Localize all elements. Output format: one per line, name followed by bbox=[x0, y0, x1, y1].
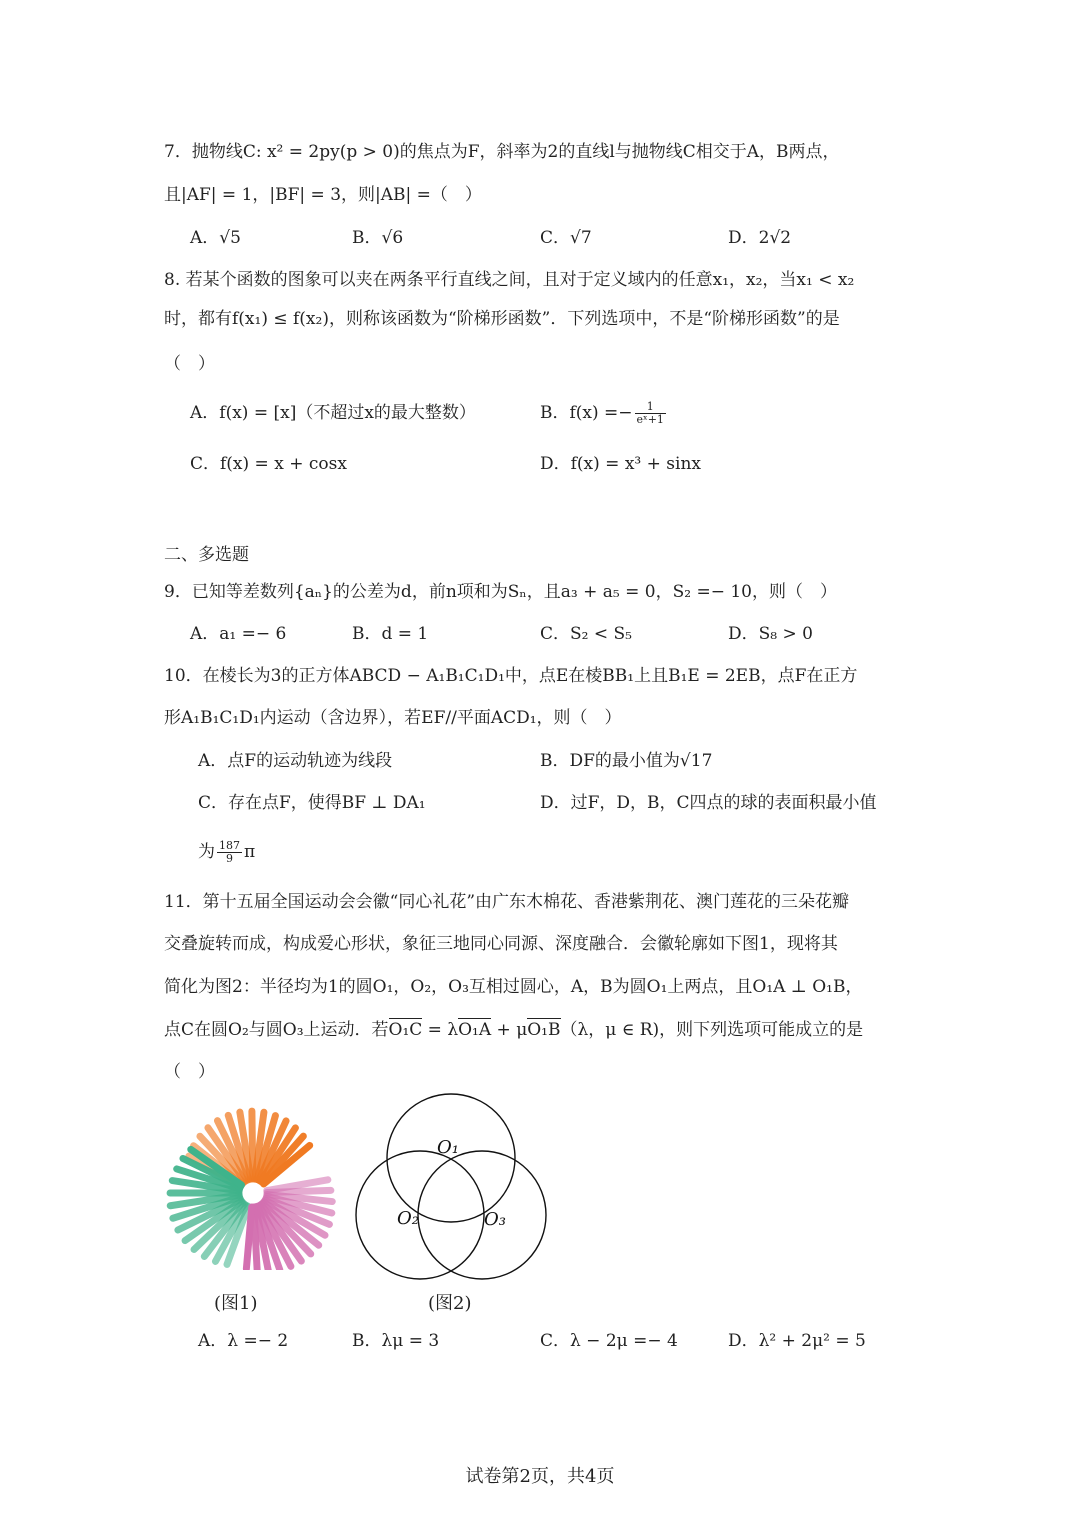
label-o2: O₂ bbox=[397, 1208, 419, 1229]
q10-option-a: A．点F的运动轨迹为线段 bbox=[198, 751, 393, 771]
q11-stem-line2: 交叠旋转而成，构成爱心形状，象征三地同心同源、深度融合．会徽轮廓如下图1，现将其 bbox=[164, 934, 838, 954]
q11-option-a: A．λ =− 2 bbox=[198, 1331, 289, 1351]
q11-line4-prefix: 点C在圆O₂与圆O₃上运动．若 bbox=[164, 1020, 389, 1040]
q8-option-d: D．f(x) = x³ + sinx bbox=[540, 454, 701, 474]
q7-option-a: A．√5 bbox=[190, 228, 241, 248]
q9-option-b: B．d = 1 bbox=[352, 624, 429, 644]
q8-option-b-numerator: 1 bbox=[635, 401, 666, 414]
q11-stem-line3: 简化为图2：半径均为1的圆O₁，O₂，O₃互相过圆心，A，B为圆O₁上两点，且O₁A ⊥ O₁B， bbox=[164, 977, 863, 997]
label-o1: O₁ bbox=[437, 1137, 459, 1158]
q7-option-d: D．2√2 bbox=[728, 228, 792, 248]
q11-stem-line4 bbox=[164, 1018, 863, 1042]
q11-option-b: B．λμ = 3 bbox=[352, 1331, 440, 1351]
label-o3: O₃ bbox=[484, 1209, 506, 1230]
q10-stem-line2: 形A₁B₁C₁D₁内运动（含边界），若EF//平面ACD₁，则（ ） bbox=[164, 708, 622, 728]
q8-stem-line1: 8. 若某个函数的图象可以夹在两条平行直线之间，且对于定义域内的任意x₁，x₂，当x₁ < x₂ bbox=[164, 270, 855, 290]
q10-option-d: D．过F，D，B，C四点的球的表面积最小值 bbox=[540, 793, 877, 813]
q10-option-b: B．DF的最小值为√17 bbox=[540, 751, 713, 771]
emblem-orange-petals bbox=[189, 1111, 310, 1186]
q7-option-b: B．√6 bbox=[352, 228, 404, 248]
q11-stem-line1: 11．第十五届全国运动会会徽“同心礼花”由广东木棉花、香港紫荆花、澳门莲花的三朵花瓣 bbox=[164, 892, 850, 912]
q9-option-a: A．a₁ =− 6 bbox=[190, 624, 287, 644]
q10-option-d-continued bbox=[198, 840, 255, 865]
q9-option-c: C．S₂ < S₅ bbox=[540, 624, 632, 644]
q11-option-c: C．λ − 2μ =− 4 bbox=[540, 1331, 678, 1351]
q7-stem-line1: 7．抛物线C: x² = 2py(p > 0)的焦点为F，斜率为2的直线l与抛物线C相交于A，B两点， bbox=[164, 142, 840, 162]
q7-stem-line2: 且|AF| = 1，|BF| = 3，则|AB| =（ ） bbox=[164, 185, 482, 205]
emblem-pink-petals bbox=[246, 1180, 332, 1270]
q11-option-d: D．λ² + 2μ² = 5 bbox=[728, 1331, 866, 1351]
q11-line4-mid2: + μ bbox=[491, 1020, 528, 1040]
circle-o1 bbox=[387, 1094, 515, 1222]
q10-option-d-denominator: 9 bbox=[226, 852, 233, 865]
q10-option-d-pi: π bbox=[244, 842, 256, 862]
q11-line4-mid1: = λ bbox=[422, 1020, 459, 1040]
q7-option-c: C．√7 bbox=[540, 228, 592, 248]
figure1-caption: (图1) bbox=[214, 1293, 258, 1314]
q10-option-c: C．存在点F，使得BF ⊥ DA₁ bbox=[198, 793, 426, 813]
q8-option-b-fraction bbox=[635, 401, 666, 426]
q9-option-d: D．S₈ > 0 bbox=[728, 624, 813, 644]
q8-option-a: A．f(x) = [x]（不超过x的最大整数） bbox=[190, 403, 476, 423]
q9-stem: 9．已知等差数列{aₙ}的公差为d，前n项和为Sₙ，且a₃ + a₅ = 0，S₂ =− 10，则（ ） bbox=[164, 582, 837, 602]
emblem-petal bbox=[252, 1111, 253, 1179]
page-footer: 试卷第2页，共4页 bbox=[465, 1466, 615, 1487]
q8-option-b-denominator: eˣ+1 bbox=[636, 413, 664, 426]
circle-o3 bbox=[418, 1151, 546, 1279]
q10-option-d-prefix: 为 bbox=[198, 842, 215, 862]
q10-stem-line1: 10．在棱长为3的正方体ABCD − A₁B₁C₁D₁中，点E在棱BB₁上且B₁E = 2EB，点F在正方 bbox=[164, 666, 858, 686]
figure2-three-circles bbox=[350, 1090, 555, 1285]
figure2-caption: (图2) bbox=[428, 1293, 472, 1314]
q8-option-b bbox=[540, 401, 668, 426]
vector-o1a: O₁A bbox=[458, 1020, 492, 1040]
q8-stem-line2: 时，都有f(x₁) ≤ f(x₂)，则称该函数为“阶梯形函数”．下列选项中，不是“阶梯形函数”的是 bbox=[164, 309, 840, 329]
figure1-emblem bbox=[165, 1105, 340, 1270]
section-heading-multiple-choice: 二、多选题 bbox=[164, 545, 249, 565]
vector-o1b: O₁B bbox=[527, 1020, 561, 1040]
q8-option-c: C．f(x) = x + cosx bbox=[190, 454, 347, 474]
q8-stem-line3: （ ） bbox=[164, 354, 215, 374]
q10-option-d-numerator: 187 bbox=[219, 839, 240, 852]
q11-stem-line5: （ ） bbox=[164, 1062, 215, 1082]
q8-option-b-prefix: B．f(x) =− bbox=[540, 403, 633, 423]
q10-option-d-fraction bbox=[217, 840, 242, 865]
circle-o2 bbox=[356, 1151, 484, 1279]
vector-o1c: O₁C bbox=[388, 1020, 423, 1040]
q11-line4-suffix: （λ，μ ∈ R)，则下列选项可能成立的是 bbox=[560, 1020, 864, 1040]
